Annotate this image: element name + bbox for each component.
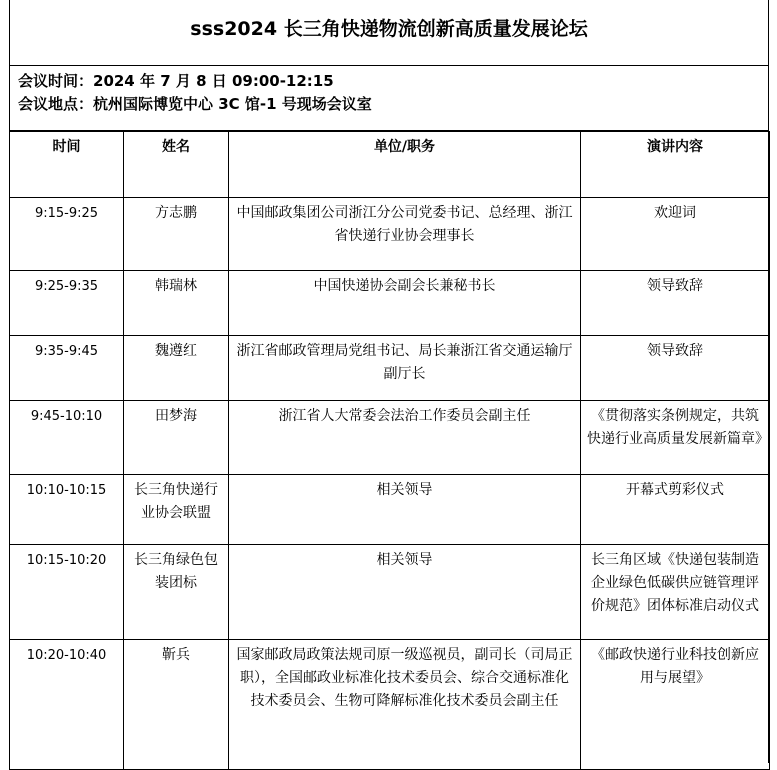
cell-org: 中国邮政集团公司浙江分公司党委书记、总经理、浙江省快递行业协会理事长 — [229, 198, 581, 271]
cell-time: 10:20-10:40 — [10, 640, 124, 770]
cell-time: 9:35-9:45 — [10, 336, 124, 401]
page-title — [10, 0, 768, 66]
cell-topic: 长三角区域《快递包装制造企业绿色低碳供应链管理评价规范》团体标准启动仪式 — [581, 545, 770, 640]
cell-org: 浙江省人大常委会法治工作委员会副主任 — [229, 401, 581, 475]
cell-topic: 欢迎词 — [581, 198, 770, 271]
cell-org: 浙江省邮政管理局党组书记、局长兼浙江省交通运输厅副厅长 — [229, 336, 581, 401]
table-row — [10, 475, 770, 545]
cell-name: 韩瑞林 — [124, 271, 229, 336]
cell-topic: 领导致辞 — [581, 336, 770, 401]
cell-org: 相关领导 — [229, 545, 581, 640]
cell-org: 国家邮政局政策法规司原一级巡视员，副司长（司局正职），全国邮政业标准化技术委员会、综合交通标准化技术委员会、生物可降解标准化技术委员会副主任 — [229, 640, 581, 770]
cell-org: 相关领导 — [229, 475, 581, 545]
cell-name: 靳兵 — [124, 640, 229, 770]
cell-time: 10:10-10:15 — [10, 475, 124, 545]
cell-time: 9:25-9:35 — [10, 271, 124, 336]
column-header-topic: 演讲内容 — [581, 132, 770, 198]
table-row — [10, 401, 770, 475]
cell-time: 9:45-10:10 — [10, 401, 124, 475]
cell-org: 中国快递协会副会长兼秘书长 — [229, 271, 581, 336]
table-row — [10, 271, 770, 336]
column-header-name: 姓名 — [124, 132, 229, 198]
cell-time: 9:15-9:25 — [10, 198, 124, 271]
cell-name: 方志鹏 — [124, 198, 229, 271]
table-header-row — [10, 132, 770, 198]
table-row — [10, 545, 770, 640]
agenda-sheet — [9, 0, 769, 763]
cell-topic: 开幕式剪彩仪式 — [581, 475, 770, 545]
table-row — [10, 198, 770, 271]
cell-name: 田梦海 — [124, 401, 229, 475]
table-row — [10, 336, 770, 401]
cell-time: 10:15-10:20 — [10, 545, 124, 640]
cell-topic: 《贯彻落实条例规定，共筑快递行业高质量发展新篇章》 — [581, 401, 770, 475]
cell-name: 长三角快递行业协会联盟 — [124, 475, 229, 545]
meeting-time: 会议时间：2024 年 7 月 8 日 09:00-12:15 — [18, 72, 334, 90]
cell-topic: 《邮政快递行业科技创新应用与展望》 — [581, 640, 770, 770]
cell-topic: 领导致辞 — [581, 271, 770, 336]
column-header-org: 单位/职务 — [229, 132, 581, 198]
table-row — [10, 640, 770, 770]
meeting-place: 会议地点：杭州国际博览中心 3C 馆-1 号现场会议室 — [18, 95, 372, 113]
column-header-time: 时间 — [10, 132, 124, 198]
forum-title: sss2024 长三角快递物流创新高质量发展论坛 — [190, 18, 588, 40]
cell-name: 魏遵红 — [124, 336, 229, 401]
meeting-info — [10, 66, 768, 131]
agenda-table — [9, 131, 770, 770]
cell-name: 长三角绿色包装团标 — [124, 545, 229, 640]
